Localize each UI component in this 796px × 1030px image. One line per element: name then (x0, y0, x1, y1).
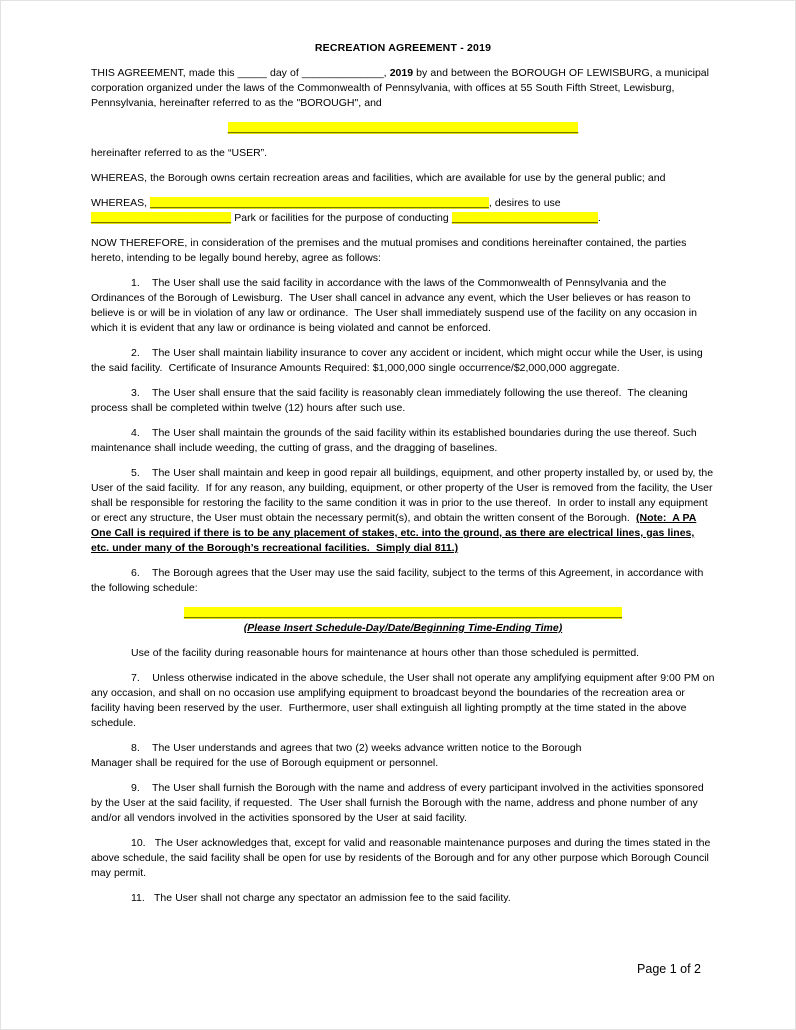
highlighted-blank: ____________________________________________________________ (227, 122, 579, 134)
text-run: (Please Insert Schedule-Day/Date/Beginning Time-Ending Time) (243, 622, 563, 634)
text-run: WHEREAS, (91, 197, 151, 209)
text-run: 10. The User acknowledges that, except for valid and reasonable maintenance purposes and during the times stated in the above schedule, the said facility shall be open for use by residents of the Borough and for any other purpose which Borough Council may permit. (91, 837, 711, 879)
highlighted-blank: ___________________________________________________________________________ (184, 607, 622, 619)
text-run: 2019 (389, 67, 414, 79)
document-body (91, 66, 715, 906)
text-run: Park or facilities for the purpose of conducting (231, 212, 452, 224)
text-run: . (597, 212, 601, 224)
text-run: WHEREAS, the Borough owns certain recreation areas and facilities, which are available for use by the general public; and (91, 172, 666, 184)
clause-10 (91, 836, 715, 881)
text-run: hereinafter referred to as the “USER”. (91, 147, 268, 159)
text-run: 4. The User shall maintain the grounds of the said facility within its established boundaries during the use thereof. Such maintenance shall include weeding, the cutting of grass, and the dragging of baselines. (91, 427, 697, 454)
text-run: (Note: A PA One Call is required if there is to be any placement of stakes, etc. into the ground, as there are electrical lines, gas lines, etc. under many of the Borough’s recreational facilities. Simply dial 811.) (91, 512, 697, 554)
text-run: 2. The User shall maintain liability insurance to cover any accident or incident, which might occur while the User, is using the said facility. Certificate of Insurance Amounts Required: $1,000,000 single occurrence/$2,000,000 aggregate. (91, 347, 703, 374)
schedule-blank (91, 606, 715, 621)
text-run: 6. The Borough agrees that the User may use the said facility, subject to the terms of this Agreement, in accordance with the following schedule: (91, 567, 704, 594)
clause-11 (91, 891, 715, 906)
text-run: 3. The User shall ensure that the said facility is reasonably clean immediately following the use thereof. The cleaning process shall be completed within twelve (12) hours after such use. (91, 387, 688, 414)
clause-6 (91, 566, 715, 596)
text-run: THIS AGREEMENT, made this _____ day of ______________, (91, 67, 390, 79)
clause-2 (91, 346, 715, 376)
user-reference-paragraph (91, 146, 715, 161)
schedule-caption (91, 621, 715, 636)
text-run: 7. Unless otherwise indicated in the above schedule, the User shall not operate any amplifying equipment after 9:00 PM on any occasion, and shall on no occasion use amplifying equipment to broadcast beyond the boundaries of the recreation area or facility having been reserved by the user. Furthermore, user shall extinguish all lighting promptly at the time stated in the above schedule. (91, 672, 715, 729)
clause-3 (91, 386, 715, 416)
text-run: NOW THEREFORE, in consideration of the premises and the mutual promises and conditions hereinafter contained, the parties hereto, intending to be legally bound hereby, agree as follows: (91, 237, 687, 264)
whereas-borough-paragraph (91, 171, 715, 186)
text-run: 5. The User shall maintain and keep in good repair all buildings, equipment, and other property installed by, or used by, the User of the said facility. If for any reason, any building, equipment, or other property of the User is removed from the facility, the User shall be responsible for restoring the facility to the same condition it was in prior to the use thereof. In order to install any equipment or erect any structure, the User must obtain the necessary permit(s), and obtain the written consent of the Borough. (91, 467, 714, 524)
clause-8 (91, 741, 715, 771)
now-therefore-paragraph (91, 236, 715, 266)
document-content (91, 41, 715, 906)
page-number: Page 1 of 2 (637, 962, 701, 976)
text-run: , desires to use (488, 197, 561, 209)
clause-1 (91, 276, 715, 336)
text-run: 9. The User shall furnish the Borough with the name and address of every participant involved in the activities sponsored by the User at the said facility, if requested. The User shall furnish the Borough with the name, address and phone number of any and/or all vendors involved in the activities sponsored by the User at said facility. (91, 782, 704, 824)
highlighted-blank: _________________________ (451, 212, 598, 224)
clause-4 (91, 426, 715, 456)
text-run: by and between the BOROUGH OF LEWISBURG, a municipal corporation organized under the laws of the Commonwealth of Pennsylvania, with offices at 55 South Fifth Street, Lewisburg, Pennsylvania, hereinafter referred to as the "BOROUGH", and (91, 67, 709, 109)
text-run: Use of the facility during reasonable hours for maintenance at hours other than those scheduled is permitted. (131, 647, 640, 659)
highlighted-blank: __________________________________________________________ (150, 197, 489, 209)
clause-5 (91, 466, 715, 556)
document-title: RECREATION AGREEMENT - 2019 (314, 42, 492, 54)
clause-7 (91, 671, 715, 731)
maintenance-hours-paragraph (91, 646, 715, 661)
opening-paragraph (91, 66, 715, 111)
user-name-blank (91, 121, 715, 136)
text-run: 11. The User shall not charge any spectator an admission fee to the said facility. (131, 892, 511, 904)
text-run: 1. The User shall use the said facility in accordance with the laws of the Commonwealth of Pennsylvania and the Ordinances of the Borough of Lewisburg. The User shall cancel in advance any event, which the User believes or has reason to believe is or will be in violation of any law or ordinance. The User shall immediately suspend use of the facility on any occasion in which it is evident that any law or ordinance is being violated and cannot be enforced. (91, 277, 697, 334)
clause-9 (91, 781, 715, 826)
text-run: 8. The User understands and agrees that two (2) weeks advance written notice to the Borough (131, 742, 582, 754)
whereas-user-paragraph (91, 196, 715, 226)
highlighted-blank: ________________________ (91, 212, 232, 224)
text-run: Manager shall be required for the use of Borough equipment or personnel. (91, 757, 439, 769)
